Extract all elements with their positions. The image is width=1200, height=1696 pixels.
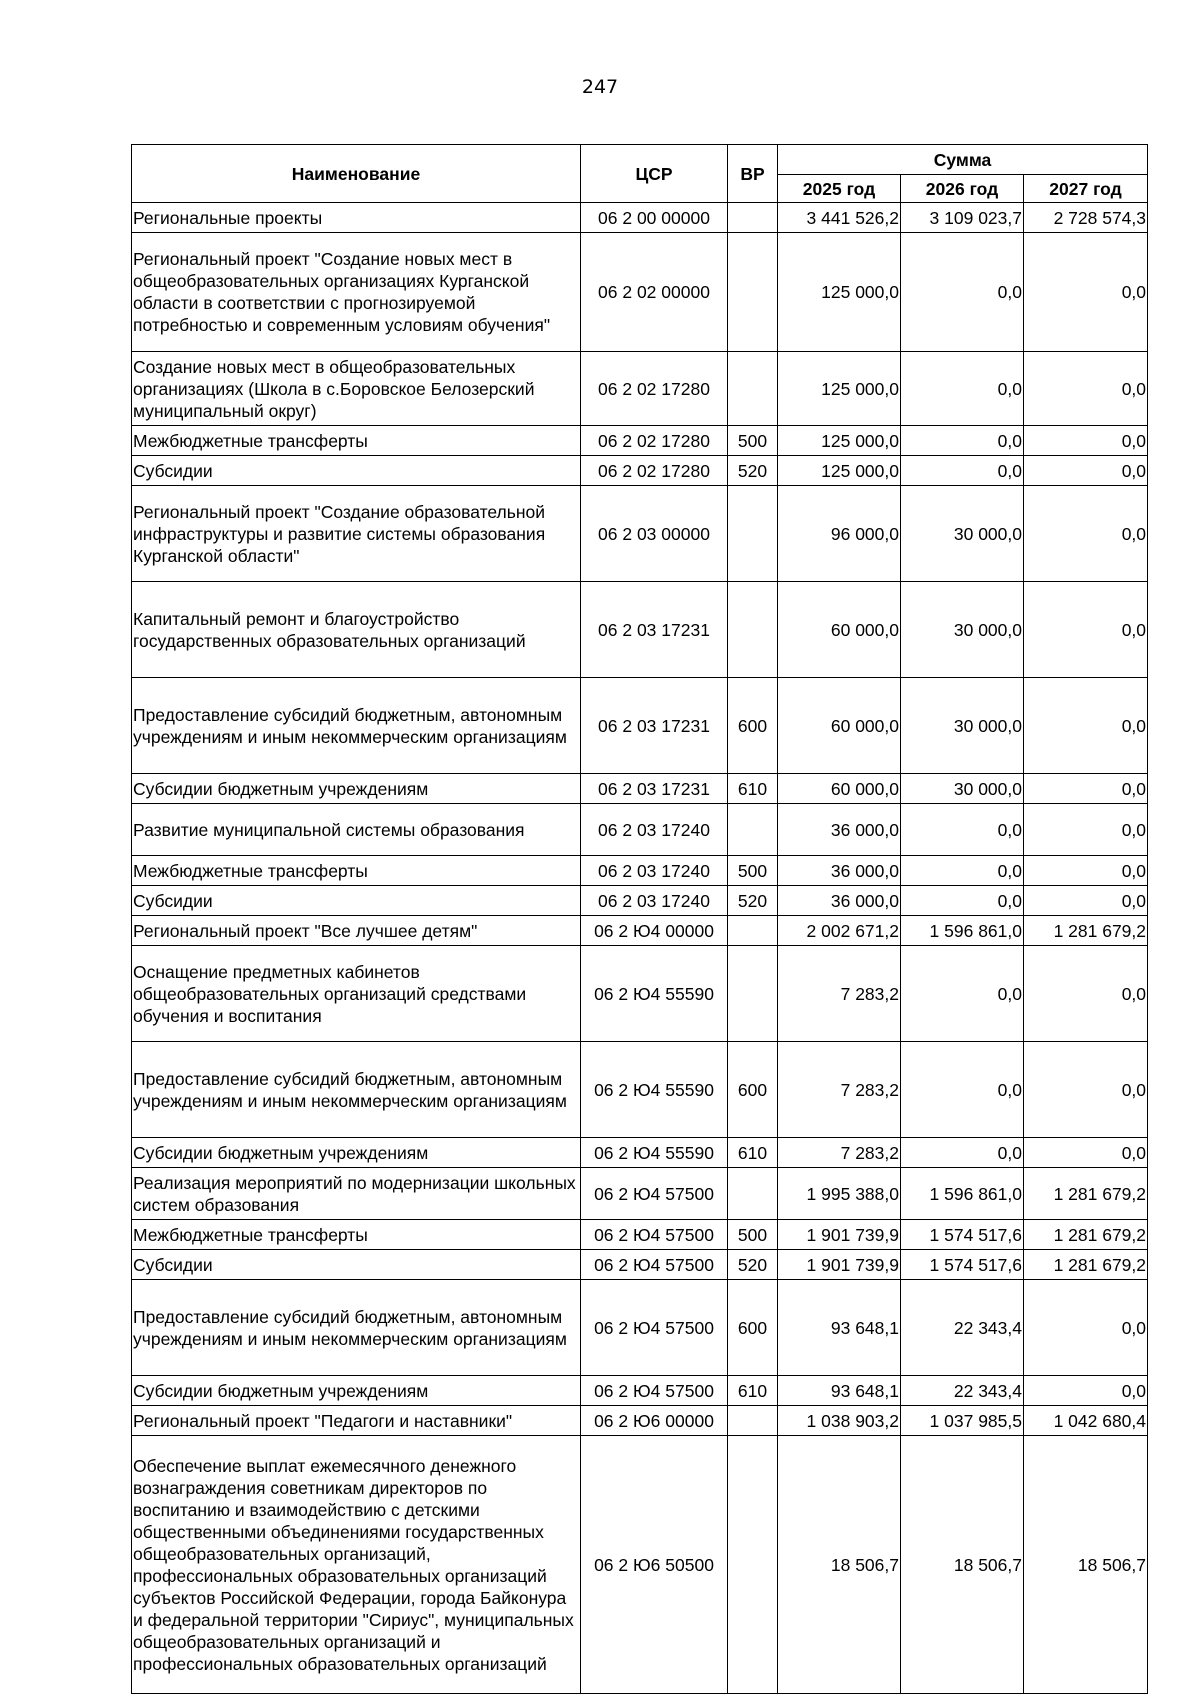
row-value-2025: 125 000,0 <box>778 426 901 456</box>
row-name: Оснащение предметных кабинетов общеобразовательных организаций средствами обучения и воспитания <box>132 946 581 1042</box>
row-vr: 610 <box>728 1376 778 1406</box>
table-row <box>132 1168 1148 1220</box>
row-value-2026: 0,0 <box>901 886 1024 916</box>
row-value-2026: 0,0 <box>901 1042 1024 1138</box>
row-vr: 500 <box>728 1220 778 1250</box>
row-value-2027: 1 281 679,2 <box>1024 1250 1148 1280</box>
row-vr: 610 <box>728 1138 778 1168</box>
row-csr: 06 2 02 17280 <box>581 456 728 486</box>
row-vr: 500 <box>728 856 778 886</box>
row-vr: 500 <box>728 426 778 456</box>
row-vr: 520 <box>728 886 778 916</box>
row-value-2025: 60 000,0 <box>778 774 901 804</box>
row-value-2026: 0,0 <box>901 1138 1024 1168</box>
row-name: Предоставление субсидий бюджетным, автономным учреждениям и иным некоммерческим организациям <box>132 1280 581 1376</box>
row-csr: 06 2 03 00000 <box>581 486 728 582</box>
table-row <box>132 1436 1148 1694</box>
row-name: Межбюджетные трансферты <box>132 856 581 886</box>
row-csr: 06 2 Ю6 50500 <box>581 1436 728 1694</box>
row-csr: 06 2 03 17240 <box>581 804 728 856</box>
row-vr <box>728 1406 778 1436</box>
row-value-2026: 30 000,0 <box>901 582 1024 678</box>
row-vr <box>728 1168 778 1220</box>
row-name: Межбюджетные трансферты <box>132 1220 581 1250</box>
table-row <box>132 426 1148 456</box>
row-csr: 06 2 03 17240 <box>581 856 728 886</box>
table-row <box>132 804 1148 856</box>
row-csr: 06 2 Ю4 57500 <box>581 1168 728 1220</box>
table-row <box>132 203 1148 233</box>
row-vr <box>728 1436 778 1694</box>
row-value-2027: 0,0 <box>1024 678 1148 774</box>
row-csr: 06 2 Ю4 00000 <box>581 916 728 946</box>
row-value-2027: 0,0 <box>1024 886 1148 916</box>
row-value-2025: 93 648,1 <box>778 1280 901 1376</box>
header-csr: ЦСР <box>581 145 728 203</box>
row-csr: 06 2 Ю4 55590 <box>581 1042 728 1138</box>
table-header <box>132 145 1148 203</box>
row-csr: 06 2 Ю4 55590 <box>581 1138 728 1168</box>
row-name: Региональный проект "Педагоги и наставники" <box>132 1406 581 1436</box>
row-value-2027: 0,0 <box>1024 486 1148 582</box>
row-csr: 06 2 03 17231 <box>581 582 728 678</box>
row-vr <box>728 946 778 1042</box>
row-value-2027: 0,0 <box>1024 233 1148 352</box>
row-name: Субсидии <box>132 886 581 916</box>
row-csr: 06 2 03 17231 <box>581 774 728 804</box>
row-name: Капитальный ремонт и благоустройство государственных образовательных организаций <box>132 582 581 678</box>
row-csr: 06 2 Ю4 57500 <box>581 1250 728 1280</box>
row-value-2027: 1 042 680,4 <box>1024 1406 1148 1436</box>
header-vr: ВР <box>728 145 778 203</box>
header-sum: Сумма <box>778 145 1148 175</box>
row-value-2026: 30 000,0 <box>901 678 1024 774</box>
row-vr <box>728 582 778 678</box>
row-value-2026: 1 574 517,6 <box>901 1220 1024 1250</box>
table-row <box>132 856 1148 886</box>
row-value-2026: 3 109 023,7 <box>901 203 1024 233</box>
row-value-2025: 7 283,2 <box>778 1042 901 1138</box>
row-value-2027: 0,0 <box>1024 946 1148 1042</box>
table-row <box>132 1250 1148 1280</box>
row-value-2025: 125 000,0 <box>778 352 901 426</box>
row-name: Субсидии <box>132 456 581 486</box>
row-value-2026: 18 506,7 <box>901 1436 1024 1694</box>
table-row <box>132 486 1148 582</box>
row-csr: 06 2 00 00000 <box>581 203 728 233</box>
row-value-2025: 1 038 903,2 <box>778 1406 901 1436</box>
row-value-2026: 1 574 517,6 <box>901 1250 1024 1280</box>
row-value-2026: 22 343,4 <box>901 1280 1024 1376</box>
row-value-2027: 18 506,7 <box>1024 1436 1148 1694</box>
row-csr: 06 2 Ю4 57500 <box>581 1376 728 1406</box>
row-name: Субсидии бюджетным учреждениям <box>132 1376 581 1406</box>
row-value-2025: 36 000,0 <box>778 886 901 916</box>
row-csr: 06 2 Ю4 57500 <box>581 1280 728 1376</box>
header-name: Наименование <box>132 145 581 203</box>
row-name: Обеспечение выплат ежемесячного денежного вознаграждения советникам директоров по воспитанию и взаимодействию с детскими общественными объединениями государственных общеобразовательных организаций, профессиональных образовательных организаций субъектов Российской Федерации, города Байконура и федеральной территории "Сириус", муниципальных общеобразовательных организаций и профессиональных образовательных организаций <box>132 1436 581 1694</box>
row-value-2027: 0,0 <box>1024 1280 1148 1376</box>
row-value-2027: 0,0 <box>1024 352 1148 426</box>
row-name: Развитие муниципальной системы образования <box>132 804 581 856</box>
row-value-2026: 0,0 <box>901 946 1024 1042</box>
row-csr: 06 2 Ю6 00000 <box>581 1406 728 1436</box>
row-value-2025: 36 000,0 <box>778 856 901 886</box>
row-value-2027: 0,0 <box>1024 1042 1148 1138</box>
table-row <box>132 1406 1148 1436</box>
row-csr: 06 2 03 17231 <box>581 678 728 774</box>
row-name: Создание новых мест в общеобразовательных организациях (Школа в с.Боровское Белозерский муниципальный округ) <box>132 352 581 426</box>
row-value-2026: 0,0 <box>901 456 1024 486</box>
row-csr: 06 2 02 17280 <box>581 426 728 456</box>
row-value-2027: 1 281 679,2 <box>1024 1168 1148 1220</box>
row-value-2025: 1 901 739,9 <box>778 1250 901 1280</box>
row-value-2025: 7 283,2 <box>778 946 901 1042</box>
row-value-2025: 18 506,7 <box>778 1436 901 1694</box>
table-row <box>132 233 1148 352</box>
row-value-2027: 0,0 <box>1024 774 1148 804</box>
header-year-2026: 2026 год <box>901 175 1024 203</box>
row-value-2025: 1 995 388,0 <box>778 1168 901 1220</box>
row-csr: 06 2 Ю4 57500 <box>581 1220 728 1250</box>
row-value-2025: 60 000,0 <box>778 582 901 678</box>
row-value-2026: 0,0 <box>901 856 1024 886</box>
table-row <box>132 582 1148 678</box>
row-value-2027: 0,0 <box>1024 1138 1148 1168</box>
row-value-2025: 125 000,0 <box>778 233 901 352</box>
row-value-2025: 2 002 671,2 <box>778 916 901 946</box>
row-csr: 06 2 03 17240 <box>581 886 728 916</box>
table-row <box>132 946 1148 1042</box>
row-value-2026: 30 000,0 <box>901 486 1024 582</box>
row-value-2027: 0,0 <box>1024 582 1148 678</box>
row-csr: 06 2 02 17280 <box>581 352 728 426</box>
row-name: Субсидии бюджетным учреждениям <box>132 774 581 804</box>
header-year-2027: 2027 год <box>1024 175 1148 203</box>
row-name: Региональный проект "Создание образовательной инфраструктуры и развитие системы образования Курганской области" <box>132 486 581 582</box>
row-value-2026: 1 596 861,0 <box>901 1168 1024 1220</box>
row-value-2025: 93 648,1 <box>778 1376 901 1406</box>
budget-table <box>131 144 1148 1694</box>
header-year-2025: 2025 год <box>778 175 901 203</box>
row-value-2026: 1 596 861,0 <box>901 916 1024 946</box>
row-vr <box>728 203 778 233</box>
table-row <box>132 352 1148 426</box>
row-value-2025: 7 283,2 <box>778 1138 901 1168</box>
page-number: 247 <box>581 76 619 98</box>
row-value-2027: 0,0 <box>1024 1376 1148 1406</box>
row-csr: 06 2 02 00000 <box>581 233 728 352</box>
row-value-2027: 1 281 679,2 <box>1024 916 1148 946</box>
table-row <box>132 916 1148 946</box>
row-vr: 600 <box>728 1042 778 1138</box>
table-row <box>132 1376 1148 1406</box>
table-row <box>132 774 1148 804</box>
table-row <box>132 1280 1148 1376</box>
row-value-2027: 0,0 <box>1024 426 1148 456</box>
table-body <box>132 203 1148 1694</box>
row-value-2026: 22 343,4 <box>901 1376 1024 1406</box>
table-row <box>132 886 1148 916</box>
row-vr <box>728 804 778 856</box>
row-value-2027: 0,0 <box>1024 856 1148 886</box>
row-vr <box>728 486 778 582</box>
row-value-2026: 1 037 985,5 <box>901 1406 1024 1436</box>
row-csr: 06 2 Ю4 55590 <box>581 946 728 1042</box>
row-value-2025: 125 000,0 <box>778 456 901 486</box>
table-row <box>132 1138 1148 1168</box>
row-vr <box>728 233 778 352</box>
row-name: Региональный проект "Создание новых мест в общеобразовательных организациях Курганской области в соответствии с прогнозируемой потребностью и современным условиям обучения" <box>132 233 581 352</box>
row-value-2027: 0,0 <box>1024 804 1148 856</box>
row-name: Субсидии бюджетным учреждениям <box>132 1138 581 1168</box>
row-vr <box>728 352 778 426</box>
row-value-2026: 30 000,0 <box>901 774 1024 804</box>
row-value-2026: 0,0 <box>901 426 1024 456</box>
row-vr: 600 <box>728 678 778 774</box>
row-value-2025: 36 000,0 <box>778 804 901 856</box>
row-value-2025: 96 000,0 <box>778 486 901 582</box>
row-vr: 520 <box>728 1250 778 1280</box>
row-value-2027: 2 728 574,3 <box>1024 203 1148 233</box>
table-row <box>132 1220 1148 1250</box>
row-name: Предоставление субсидий бюджетным, автономным учреждениям и иным некоммерческим организациям <box>132 678 581 774</box>
row-name: Региональные проекты <box>132 203 581 233</box>
row-value-2027: 0,0 <box>1024 456 1148 486</box>
row-vr <box>728 916 778 946</box>
table-row <box>132 456 1148 486</box>
table-row <box>132 678 1148 774</box>
row-vr: 610 <box>728 774 778 804</box>
table-row <box>132 1042 1148 1138</box>
row-value-2026: 0,0 <box>901 804 1024 856</box>
row-name: Реализация мероприятий по модернизации школьных систем образования <box>132 1168 581 1220</box>
row-value-2026: 0,0 <box>901 233 1024 352</box>
row-vr: 520 <box>728 456 778 486</box>
row-name: Межбюджетные трансферты <box>132 426 581 456</box>
row-name: Предоставление субсидий бюджетным, автономным учреждениям и иным некоммерческим организациям <box>132 1042 581 1138</box>
row-vr: 600 <box>728 1280 778 1376</box>
row-name: Региональный проект "Все лучшее детям" <box>132 916 581 946</box>
row-value-2025: 60 000,0 <box>778 678 901 774</box>
row-value-2026: 0,0 <box>901 352 1024 426</box>
row-value-2025: 3 441 526,2 <box>778 203 901 233</box>
row-value-2027: 1 281 679,2 <box>1024 1220 1148 1250</box>
row-name: Субсидии <box>132 1250 581 1280</box>
row-value-2025: 1 901 739,9 <box>778 1220 901 1250</box>
